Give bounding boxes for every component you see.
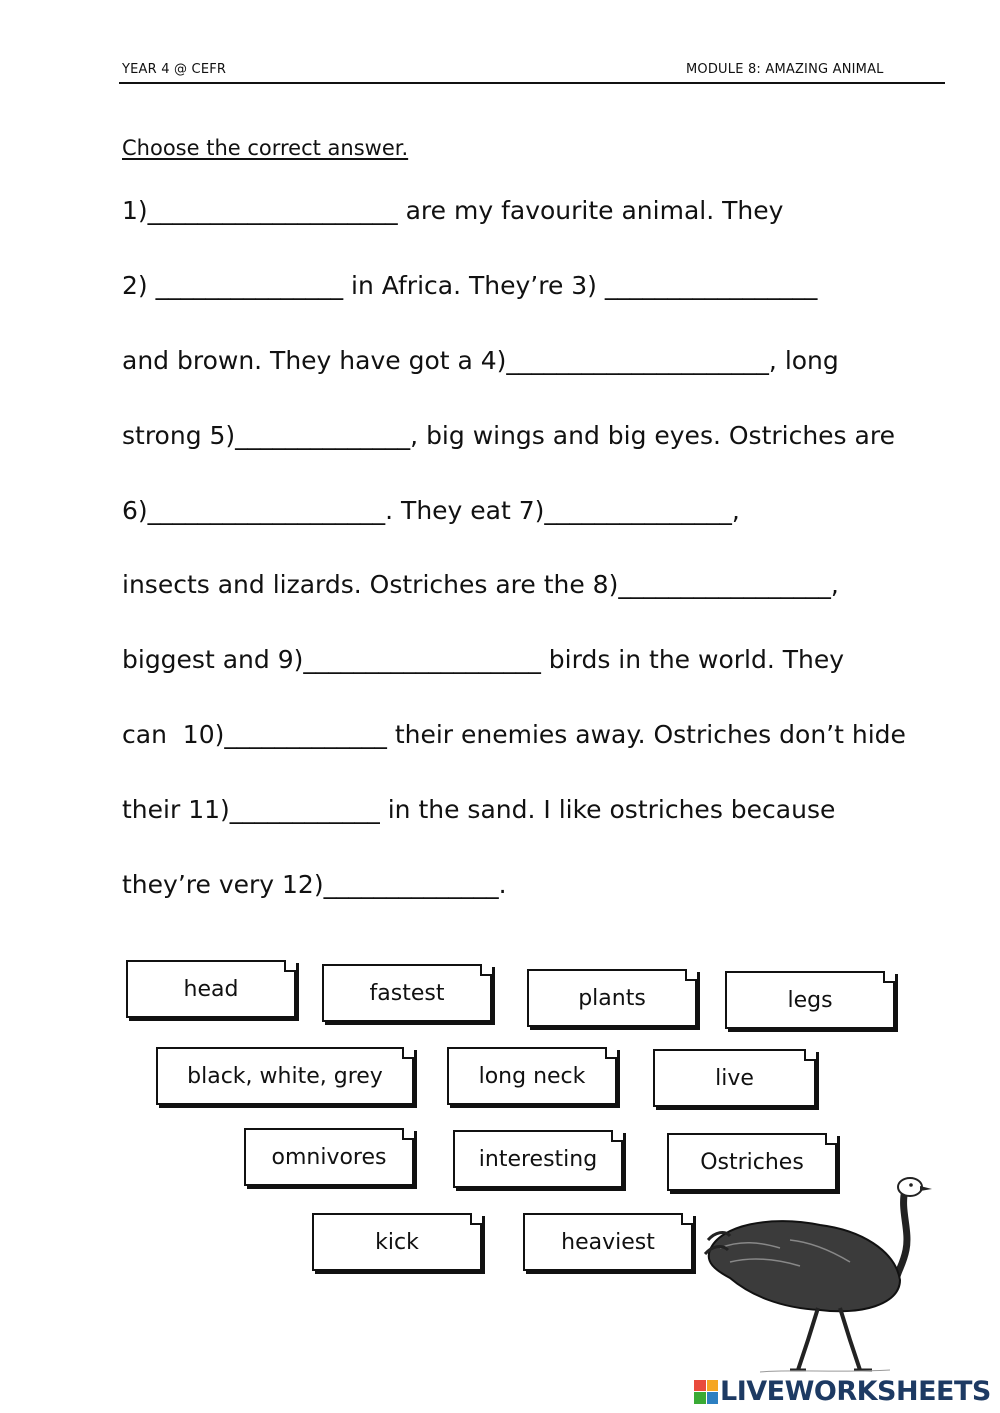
- passage-line: 1)____________________ are my favourite animal. They: [122, 196, 784, 225]
- header-module-label: MODULE 8: AMAZING ANIMAL: [686, 62, 884, 77]
- passage-line: 2) _______________ in Africa. They’re 3) _________________: [122, 271, 818, 300]
- passage-line: they’re very 12)______________.: [122, 870, 507, 899]
- passage-line: biggest and 9)___________________ birds in the world. They: [122, 645, 845, 674]
- word-card-interesting[interactable]: interesting: [453, 1130, 623, 1188]
- word-card-ostriches[interactable]: Ostriches: [667, 1133, 837, 1191]
- header-divider: [119, 82, 945, 84]
- passage-line: and brown. They have got a 4)_____________________, long: [122, 346, 839, 375]
- passage-line: strong 5)______________, big wings and big eyes. Ostriches are: [122, 421, 895, 450]
- passage-line: their 11)____________ in the sand. I like ostriches because: [122, 795, 836, 824]
- passage-line: insects and lizards. Ostriches are the 8)_________________,: [122, 570, 839, 599]
- word-card-long-neck[interactable]: long neck: [447, 1047, 617, 1105]
- header-year-label: YEAR 4 @ CEFR: [122, 62, 227, 77]
- passage-line: 6)___________________. They eat 7)_______________,: [122, 496, 740, 525]
- word-card-black-white-grey[interactable]: black, white, grey: [156, 1047, 414, 1105]
- word-card-live[interactable]: live: [653, 1049, 816, 1107]
- word-card-legs[interactable]: legs: [725, 971, 895, 1029]
- word-card-kick[interactable]: kick: [312, 1213, 482, 1271]
- liveworksheets-logo-icon: [694, 1380, 718, 1404]
- word-card-plants[interactable]: plants: [527, 969, 697, 1027]
- word-card-fastest[interactable]: fastest: [322, 964, 492, 1022]
- instruction-text: Choose the correct answer.: [122, 136, 409, 160]
- liveworksheets-wordmark: LIVEWORKSHEETS: [720, 1376, 991, 1407]
- ostrich-illustration: [700, 1170, 940, 1375]
- word-card-heaviest[interactable]: heaviest: [523, 1213, 693, 1271]
- word-card-head[interactable]: head: [126, 960, 296, 1018]
- passage-line: can 10)_____________ their enemies away. Ostriches don’t hide: [122, 720, 906, 749]
- liveworksheets-brand: [694, 1376, 991, 1407]
- word-card-omnivores[interactable]: omnivores: [244, 1128, 414, 1186]
